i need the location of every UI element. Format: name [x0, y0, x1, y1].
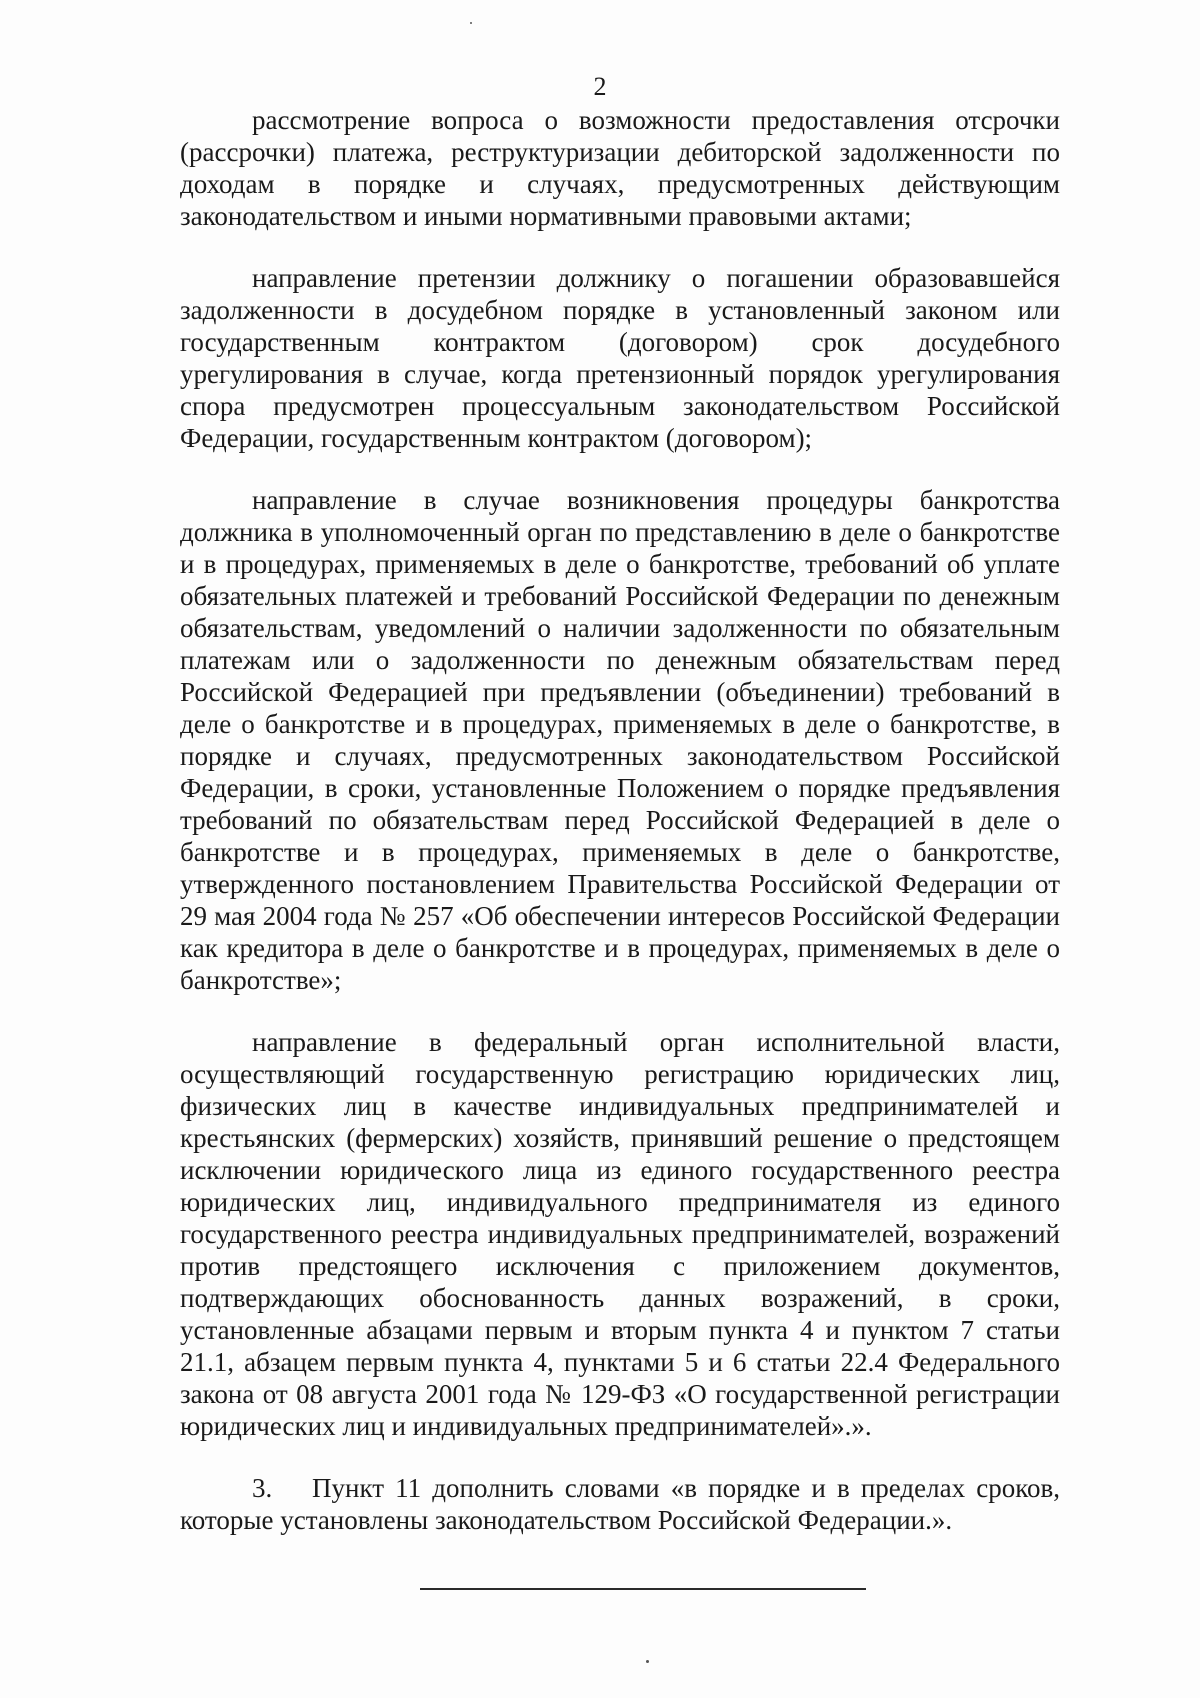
item-3 [180, 1472, 1060, 1536]
scan-speck [470, 22, 472, 24]
item-3-text: Пункт 11 дополнить словами «в порядке и в пределах сроков, которые установлены законодательством Российской Федерации.». [180, 1473, 1060, 1535]
item-3-number: 3. [252, 1473, 273, 1503]
paragraph-objections: направление в федеральный орган исполнительной власти, осуществляющий государственную регистрацию юридических лиц, физических лиц в качестве индивидуальных предпринимателей и крестьянских (фермерских) хозяйств, принявший решение о предстоящем исключении юридического лица из единого государственного реестра юридических лиц, индивидуального предпринимателя из единого государственного реестра индивидуальных предпринимателей, возражений против предстоящего исключения с приложением документов, подтверждающих обоснованность данных возражений, в сроки, установленные абзацами первым и вторым пункта 4 и пунктом 7 статьи 21.1, абзацем первым пункта 4, пунктами 5 и 6 статьи 22.4 Федерального закона от 08 августа 2001 года № 129-ФЗ «О государственной регистрации юридических лиц и индивидуальных предпринимателей».». [180, 1027, 1060, 1441]
closing-separator-line [420, 1588, 866, 1590]
document-body [180, 104, 1060, 1566]
paragraph-bankruptcy: направление в случае возникновения процедуры банкротства должника в уполномоченный орган по представлению в деле о банкротстве и в процедурах, применяемых в деле о банкротстве, требований об уплате обязательных платежей и требований Российской Федерации по денежным обязательствам, уведомлений о наличии задолженности по обязательным платежам или о задолженности по денежным обязательствам перед Российской Федерацией при предъявлении (объединении) требований в деле о банкротстве и в процедурах, применяемых в деле о банкротстве, в порядке и случаях, предусмотренных законодательством Российской Федерации, в сроки, установленные Положением о порядке предъявления требований по обязательствам перед Российской Федерацией в деле о банкротстве и в процедурах, применяемых в деле о банкротстве, утвержденного постановлением Правительства Российской Федерации от 29 мая 2004 года № 257 «Об обеспечении интересов Российской Федерации как кредитора в деле о банкротстве и в процедурах, применяемых в деле о банкротстве»; [180, 485, 1060, 995]
paragraph-deferral: рассмотрение вопроса о возможности предоставления отсрочки (рассрочки) платежа, реструктуризации дебиторской задолженности по доходам в порядке и случаях, предусмотренных действующим законодательством и иными нормативными правовыми актами; [180, 105, 1060, 231]
scan-speck [646, 1660, 649, 1663]
page-number: 2 [593, 72, 607, 101]
paragraph-claim: направление претензии должнику о погашении образовавшейся задолженности в досудебном порядке в установленный законом или государственным контрактом (договором) срок досудебного урегулирования в случае, когда претензионный порядок урегулирования спора предусмотрен процессуальным законодательством Российской Федерации, государственным контрактом (договором); [180, 263, 1060, 453]
